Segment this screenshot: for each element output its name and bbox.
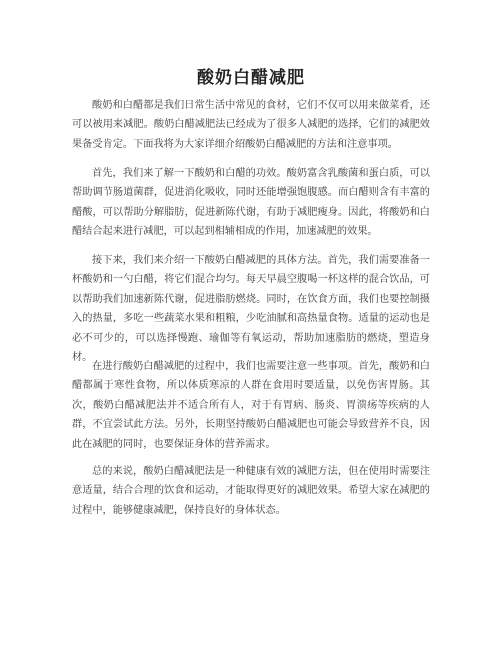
paragraph: 在进行酸奶白醋减肥的过程中，我们也需要注意一些事项。首先，酸奶和白醋都属于寒性食物，所以体质寒凉的人群在食用时要适量，以免伤害胃肠。其次，酸奶白醋减肥法并不适合所有人，对于有胃病、肠炎、胃溃疡等疾病的人群，不宜尝试此方法。另外，长期坚持酸奶白醋减肥也可能会导致营养不良，因此在减肥的同时，也要保证身体的营养需求。 — [72, 361, 430, 450]
paragraph: 总的来说，酸奶白醋减肥法是一种健康有效的减肥方法，但在使用时需要注意适量，结合合理的饮食和运动，才能取得更好的减肥效果。希望大家在减肥的过程中，能够健康减肥，保持良好的身体状态。 — [72, 466, 430, 516]
document-title: 酸奶白醋减肥 — [197, 68, 305, 88]
paragraph: 接下来，我们来介绍一下酸奶白醋减肥的具体方法。首先，我们需要准备一杯酸奶和一勺白醋，将它们混合均匀。每天早晨空腹喝一杯这样的混合饮品，可以帮助我们加速新陈代谢，促进脂肪燃烧。同时，在饮食方面，我们也要控制摄入的热量，多吃一些蔬菜水果和粗粮，少吃油腻和高热量食物。适量的运动也是必不可少的，可以选择慢跑、瑜伽等有氧运动，帮助加速脂肪的燃烧，塑造身材。 — [72, 255, 430, 364]
paragraph: 首先，我们来了解一下酸奶和白醋的功效。酸奶富含乳酸菌和蛋白质，可以帮助调节肠道菌群，促进消化吸收，同时还能增强饱腹感。而白醋则含有丰富的醋酸，可以帮助分解脂肪，促进新陈代谢，有助于减肥瘦身。因此，将酸奶和白醋结合起来进行减肥，可以起到相辅相成的作用，加速减肥的效果。 — [72, 168, 430, 238]
paragraph: 酸奶和白醋都是我们日常生活中常见的食材，它们不仅可以用来做菜肴，还可以被用来减肥。酸奶白醋减肥法已经成为了很多人减肥的选择，它们的减肥效果备受肯定。下面我将为大家详细介绍酸奶白醋减肥的方法和注意事项。 — [72, 100, 430, 150]
